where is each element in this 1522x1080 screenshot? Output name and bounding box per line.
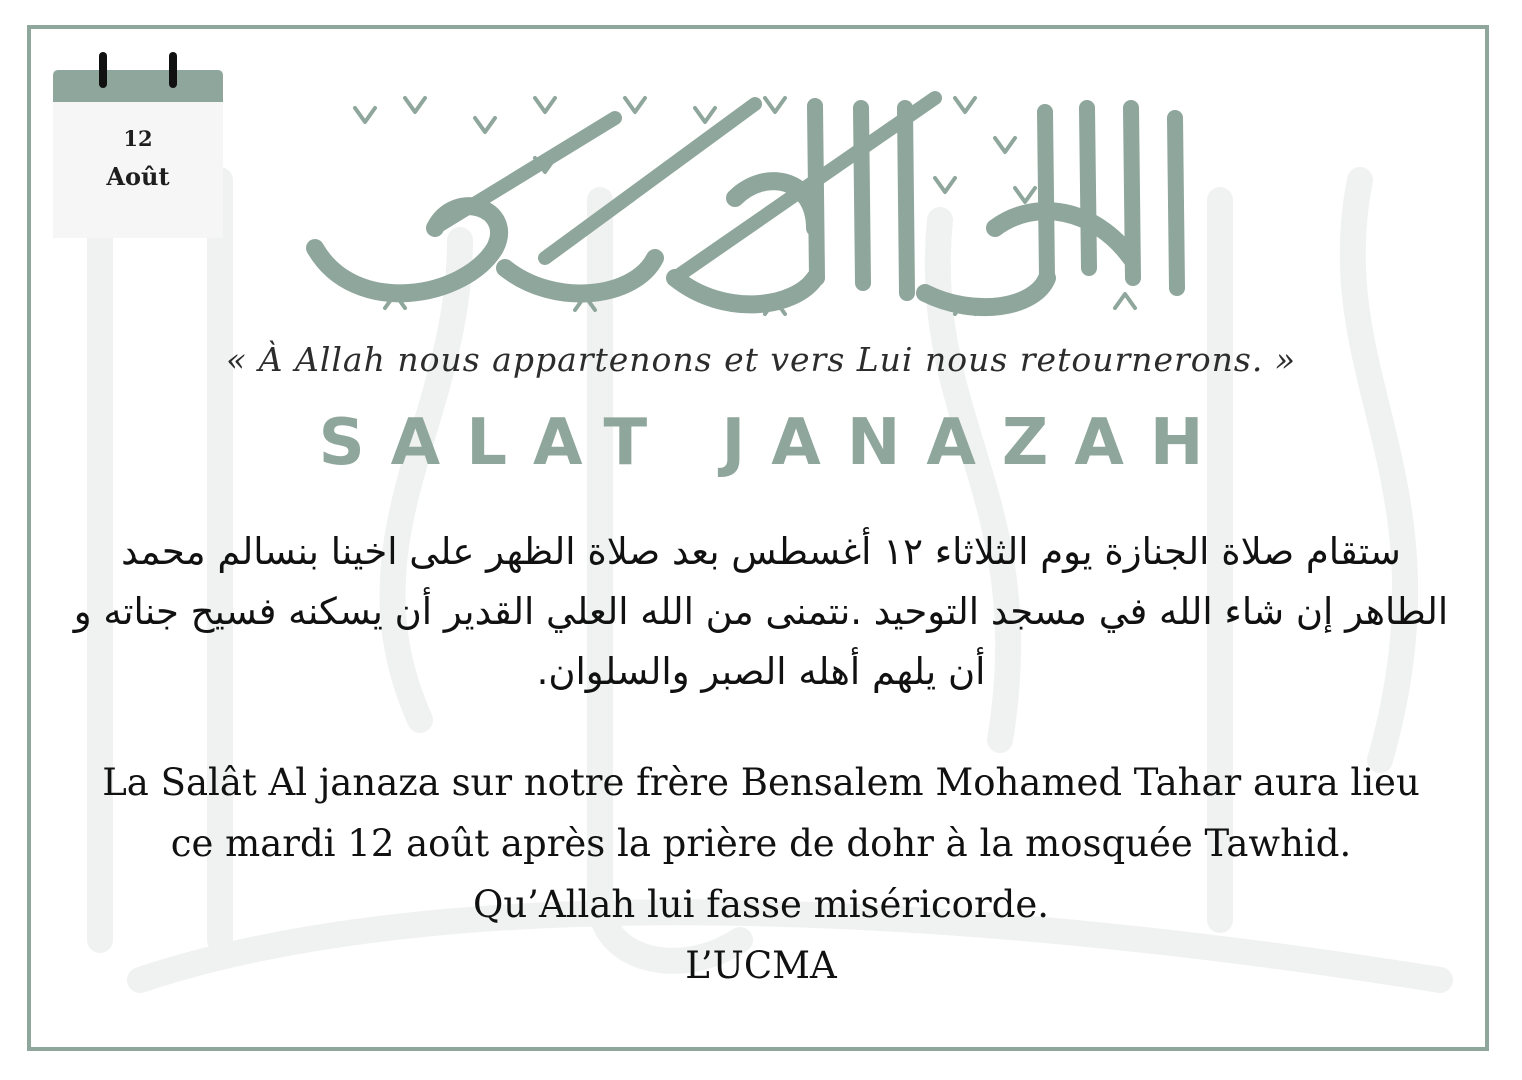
calendar-ring-icon: [99, 52, 107, 88]
page-title: SALAT JANAZAH: [318, 406, 1230, 480]
french-line: La Salât Al janaza sur notre frère Bensalem Mohamed Tahar aura lieu: [102, 761, 1420, 804]
french-announcement: [60, 752, 1462, 996]
calendar-day: 12: [123, 126, 153, 151]
calendar-date-card: [53, 70, 223, 238]
calendar-ring-icon: [169, 52, 177, 88]
calendar-month: Août: [106, 162, 170, 191]
calendar-header-bar: [53, 70, 223, 102]
french-line: ce mardi 12 août après la prière de dohr à la mosquée Tawhid.: [170, 822, 1352, 865]
arabic-announcement: ستقام صلاة الجنازة يوم الثلاثاء ١٢ أغسطس بعد صلاة الظهر على اخينا بنسالم محمد الطاهر إن شاء الله في مسجد التوحيد .نتمنى من الله العلي القدير أن يسكنه فسيح جناته و أن يلهم أهله الصبر والسلوان.: [73, 530, 1449, 693]
french-line: Qu’Allah lui fasse miséricorde.: [473, 883, 1049, 926]
arabic-calligraphy-logo: [295, 78, 1215, 328]
signature: L’UCMA: [685, 944, 837, 987]
quran-translation: « À Allah nous appartenons et vers Lui nous retournerons. »: [225, 340, 1297, 379]
